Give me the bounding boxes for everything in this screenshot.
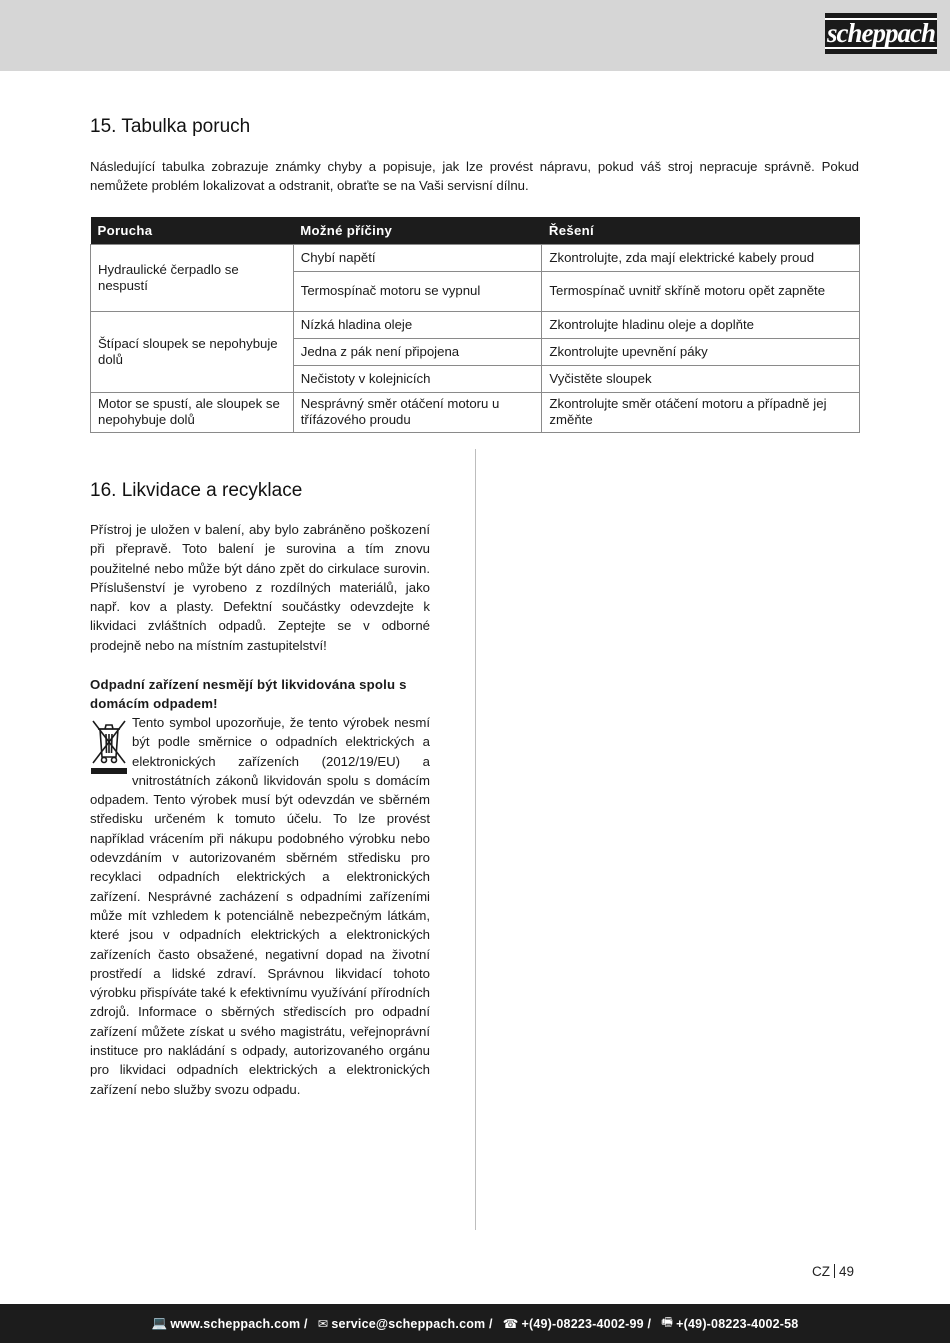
header-solution: Řešení xyxy=(542,217,860,244)
fault-table xyxy=(90,217,860,433)
email-icon: ✉ xyxy=(317,1317,329,1331)
solution-cell: Zkontrolujte upevnění páky xyxy=(542,338,860,365)
disposal-warning: Odpadní zařízení nesmějí být likvidována spolu s domácím odpadem! xyxy=(90,677,407,712)
section-15-title: 15. Tabulka poruch xyxy=(90,116,251,137)
cause-cell: Nízká hladina oleje xyxy=(293,311,542,338)
cause-cell: Nesprávný směr otáčení motoru u třífázového proudu xyxy=(293,392,542,432)
page-separator xyxy=(834,1264,835,1278)
fault-cell: Motor se spustí, ale sloupek se nepohybuje dolů xyxy=(91,392,294,432)
footer-bar xyxy=(0,1304,950,1343)
brand-logo xyxy=(825,13,937,54)
brand-logo-text: scheppach xyxy=(827,18,935,48)
footer-phone: +(49)-08223-4002-99 / xyxy=(521,1316,652,1331)
cause-cell: Termospínač motoru se vypnul xyxy=(293,271,542,311)
header-causes: Možné příčiny xyxy=(293,217,542,244)
footer-fax: +(49)-08223-4002-58 xyxy=(676,1316,799,1331)
footer-email[interactable]: service@scheppach.com / xyxy=(331,1316,493,1331)
header-fault: Porucha xyxy=(91,217,294,244)
footer-website[interactable]: www.scheppach.com / xyxy=(170,1316,308,1331)
fault-cell: Hydraulické čerpadlo se nespustí xyxy=(91,244,294,311)
table-row xyxy=(91,311,860,338)
solution-cell: Zkontrolujte, zda mají elektrické kabely proud xyxy=(542,244,860,271)
section-16-title: 16. Likvidace a recyklace xyxy=(90,480,303,501)
disposal-paragraph: Přístroj je uložen v balení, aby bylo zabráněno poškození při přepravě. Toto balení je surovina a tím znovu použitelné nebo může být dáno zpět do cirkulace surovin. Příslušenství je vyrobeno z rozdílných materiálů, jako např. kov a plasty. Defektní součástky odevzdejte k likvidaci zvláštních odpadů. Zeptejte se v odborné prodejně nebo na místním zastupitelství! xyxy=(90,522,430,653)
fault-table-header xyxy=(91,217,860,244)
cause-cell: Nečistoty v kolejnicích xyxy=(293,365,542,392)
fault-cell: Štípací sloupek se nepohybuje dolů xyxy=(91,311,294,392)
section-15-intro: Následující tabulka zobrazuje známky chyby a popisuje, jak lze provést nápravu, pokud váš stroj nepracuje správně. Pokud nemůžete problém lokalizovat a odstranit, obraťte se na Vaši servisní dílnu. xyxy=(90,159,859,193)
weee-paragraph-block xyxy=(90,713,430,1099)
phone-icon: ☎ xyxy=(502,1317,519,1331)
page-number xyxy=(812,1264,854,1279)
laptop-icon: 💻 xyxy=(151,1316,168,1330)
page-lang: CZ xyxy=(812,1264,830,1279)
table-row xyxy=(91,392,860,432)
solution-cell: Zkontrolujte hladinu oleje a doplňte xyxy=(542,311,860,338)
page-number-value: 49 xyxy=(839,1264,855,1279)
cause-cell: Chybí napětí xyxy=(293,244,542,271)
cause-cell: Jedna z pák není připojena xyxy=(293,338,542,365)
weee-paragraph: Tento symbol upozorňuje, že tento výrobek nesmí být podle směrnice o odpadních elektrických a elektronických zařízeních (2012/19/EU) a vnitrostátních zákonů likvidován spolu s domácím odpadem. Tento výrobek musí být odevzdán ve sběrném středisku určeném k tomuto účelu. To lze provést například vrácením při nákupu podobného výrobku nebo odevzdáním v autorizovaném sběrném středisku pro recyklaci odpadních elektrických a elektronických zařízení. Nesprávné zacházení s odpadními zařízeními může mít vzhledem k potenciálně nebezpečným látkám, které jsou v odpadních elektrických a elektronických zařízeních často obsažené, negativní dopad na životní prostředí a lidské zdraví. Správnou likvidací tohoto výrobku přispíváte také k efektivnímu využívání přírodních zdrojů. Informace o sběrných střediscích pro odpadní zařízení můžete získat u svého magistrátu, veřejnoprávní instituce pro nakládání s odpady, autorizovaného orgánu pro likvidaci odpadních elektrických a elektronických zařízení nebo služby svozu odpadu. xyxy=(90,715,430,1097)
solution-cell: Zkontrolujte směr otáčení motoru a případně jej změňte xyxy=(542,392,860,432)
crossed-out-bin-icon xyxy=(90,715,128,775)
table-row xyxy=(91,244,860,271)
column-divider xyxy=(475,449,476,1230)
header-band xyxy=(0,0,950,71)
solution-cell: Vyčistěte sloupek xyxy=(542,365,860,392)
fax-icon: 🖷 xyxy=(661,1315,674,1329)
solution-cell: Termospínač uvnitř skříně motoru opět zapněte xyxy=(542,271,860,311)
